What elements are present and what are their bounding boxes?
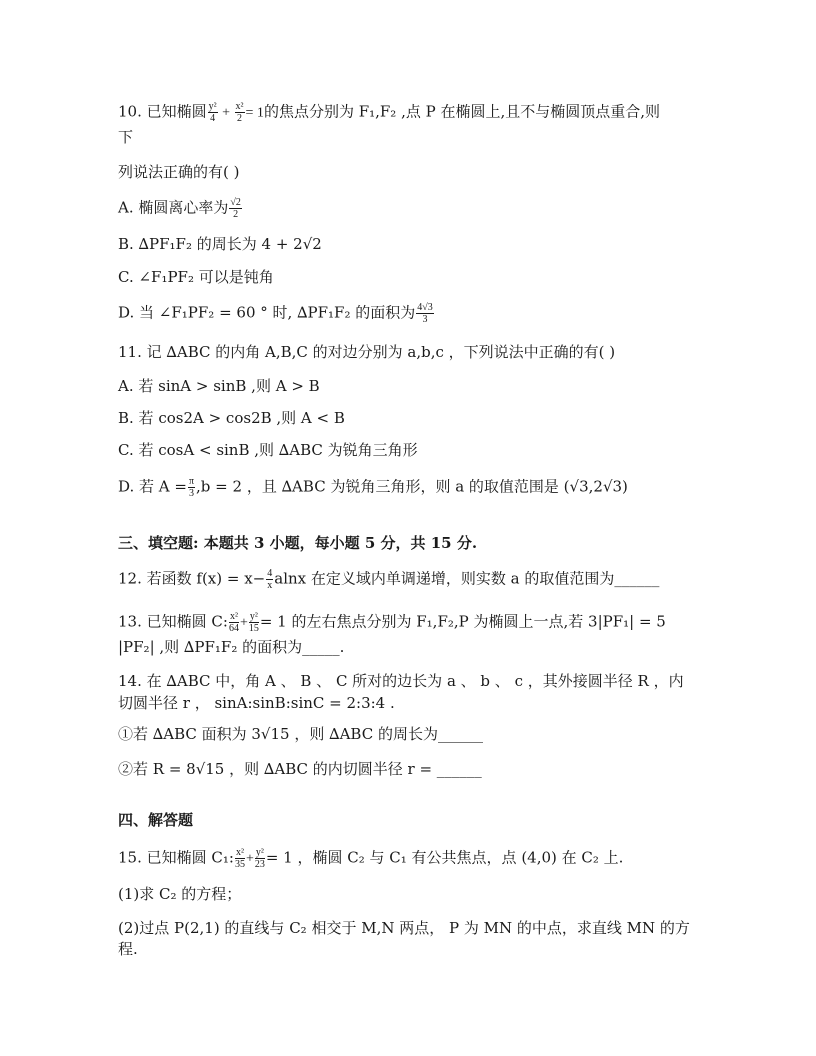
q11-option-c: C. 若 cosA < sinB ,则 ∆ABC 为锐角三角形 xyxy=(118,441,418,459)
q13-prefix: 13. 已知椭圆 C: xyxy=(118,612,228,631)
q10-prefix: 10. 已知椭圆 xyxy=(118,102,207,121)
q14-stem-line2: 切圆半径 r ， sinA:sinB:sinC = 2:3:4 . xyxy=(118,694,395,712)
q10-option-a xyxy=(118,197,243,220)
q10-frac-x: $\frac{\text{x²}}{2}$ xyxy=(235,101,244,124)
section3-heading: 三、填空题: 本题共 3 小题，每小题 5 分，共 15 分. xyxy=(118,534,478,552)
q12-prefix: 12. 若函数 f(x) = x− xyxy=(118,569,266,588)
q11-stem: 11. 记 ∆ABC 的内角 A,B,C 的对边分别为 a,b,c ，下列说法中正确的有( ) xyxy=(118,343,616,361)
q14-subquestion-2: ②若 R = 8√15 ，则 ∆ABC 的内切圆半径 r = ______ xyxy=(118,760,482,778)
q13-stem-line1: 13. 已知椭圆 C: $\frac{\text{x²}}{64}$ + $\frac{\text{y²}}{15}$ = 1 的左右焦点分别为 F₁,F₂,P 为椭圆上一点,若 3|PF₁| = 5 xyxy=(118,611,666,634)
q10-frac-y: $\frac{\text{y²}}{4}$ xyxy=(208,101,217,124)
q11-option-d xyxy=(118,476,628,499)
q12-frac: $\frac{4}{x}$ xyxy=(267,568,273,591)
q11-option-a: A. 若 sinA > sinB ,则 A > B xyxy=(118,377,320,395)
q11-option-d-frac: $\frac{\pi}{3}$ xyxy=(188,476,195,499)
section4-heading: 四、解答题 xyxy=(118,811,194,829)
q11-option-b: B. 若 cos2A > cos2B ,则 A < B xyxy=(118,409,345,427)
q10-stem-line1: 10. 已知椭圆 $\frac{\text{y²}}{4}$ + $\frac{\text{x²}}{2}$ = 1的焦点分别为 F₁,F₂ ,点 P 在椭圆上,且不与椭圆顶点重合,则 xyxy=(118,101,661,124)
q13-stem-line2: |PF₂| ,则 ∆PF₁F₂ 的面积为_____. xyxy=(118,638,345,656)
q14-subquestion-1: ①若 ∆ABC 面积为 3√15 ，则 ∆ABC 的周长为______ xyxy=(118,725,483,743)
q13-frac-x: $\frac{\text{x²}}{64}$ xyxy=(228,611,239,634)
q15-rest: = 1 ，椭圆 C₂ 与 C₁ 有公共焦点，点 (4,0) 在 C₂ 上. xyxy=(265,848,624,867)
q11-option-d-label: D. 若 A = xyxy=(118,477,187,496)
q10-eq-rest: = 1 xyxy=(245,105,264,121)
q14-stem-line1: 14. 在 ∆ABC 中，角 A 、 B 、 C 所对的边长为 a 、 b 、 c ，其外接圆半径 R ，内 xyxy=(118,672,684,690)
q10-wrap: 下 xyxy=(118,128,134,146)
q10-option-d-label: D. 当 ∠F₁PF₂ = 60 ° 时, ∆PF₁F₂ 的面积为 xyxy=(118,303,416,322)
q10-option-a-label: A. 椭圆离心率为 xyxy=(118,198,229,217)
q10-option-b: B. ∆PF₁F₂ 的周长为 4 + 2√2 xyxy=(118,235,322,253)
q13-rest: = 1 的左右焦点分别为 F₁,F₂,P 为椭圆上一点,若 3|PF₁| = 5 xyxy=(259,612,666,631)
q10-option-d xyxy=(118,302,435,325)
q15-frac-x: $\frac{\text{x²}}{35}$ xyxy=(234,847,245,870)
q10-option-a-frac: $\frac{√2}{2}$ xyxy=(230,197,241,220)
q15-prefix: 15. 已知椭圆 C₁: xyxy=(118,848,234,867)
q15-part2-line1: (2)过点 P(2,1) 的直线与 C₂ 相交于 M,N 两点， P 为 MN 的中点，求直线 MN 的方 xyxy=(118,919,690,937)
q10-text-after: 的焦点分别为 F₁,F₂ ,点 P 在椭圆上,且不与椭圆顶点重合,则 xyxy=(263,102,661,121)
q11-option-d-rest: ,b = 2 ，且 ∆ABC 为锐角三角形，则 a 的取值范围是 (√3,2√3) xyxy=(196,477,628,496)
q15-part1: (1)求 C₂ 的方程； xyxy=(118,885,242,903)
q10-stem-line2: 列说法正确的有( ) xyxy=(118,163,240,181)
q13-frac-y: $\frac{\text{y²}}{15}$ xyxy=(248,611,259,634)
q15-stem: 15. 已知椭圆 C₁: $\frac{\text{x²}}{35}$ + $\frac{\text{y²}}{23}$ = 1 ，椭圆 C₂ 与 C₁ 有公共焦点，点 (4,0) 在 C₂ 上. xyxy=(118,847,624,870)
q12-rest: alnx 在定义域内单调递增，则实数 a 的取值范围为______ xyxy=(274,569,660,588)
q10-option-c: C. ∠F₁PF₂ 可以是钝角 xyxy=(118,268,274,286)
q15-part2-line2: 程. xyxy=(118,940,138,958)
q10-option-d-frac: $\frac{4√3}{3}$ xyxy=(417,302,433,325)
q12-stem xyxy=(118,568,659,591)
q15-frac-y: $\frac{\text{y²}}{23}$ xyxy=(254,847,265,870)
